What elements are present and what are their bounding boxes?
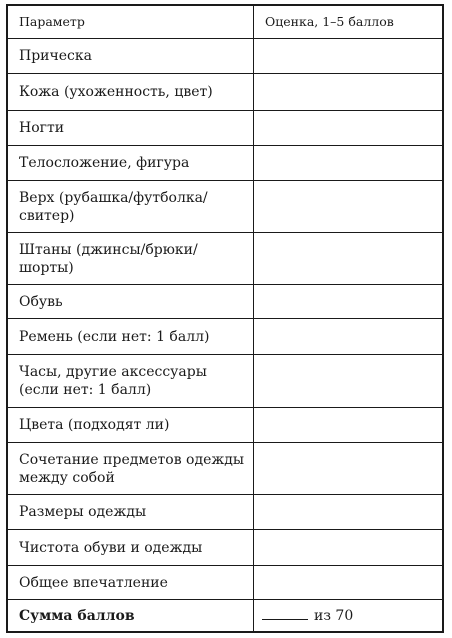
table-row [8,566,443,600]
table-row [8,111,443,146]
row-label-skin: Кожа (ухоженность, цвет) [8,74,254,111]
row-label-sizes: Размеры одежды [8,495,254,530]
score-cell-shoes[interactable] [254,285,443,319]
table-row [8,530,443,566]
header-parameter: Параметр [8,6,254,39]
table-row [8,495,443,530]
total-score-blank[interactable] [262,608,308,620]
table-row [8,233,443,285]
score-cell-belt[interactable] [254,319,443,355]
table-row [8,39,443,74]
row-label-top: Верх (рубашка/футболка/свитер) [8,181,254,233]
table-row [8,355,443,408]
table-row [8,285,443,319]
score-cell-accessories[interactable] [254,355,443,408]
row-label-shoes: Обувь [8,285,254,319]
score-cell-skin[interactable] [254,74,443,111]
total-score-suffix: из 70 [314,607,354,624]
row-label-impression: Общее впечатление [8,566,254,600]
row-label-combination: Сочетание предметов одежды между собой [8,443,254,495]
total-row [8,600,443,632]
total-label: Сумма баллов [8,600,254,632]
total-score-cell[interactable] [254,600,443,632]
row-label-cleanliness: Чистота обуви и одежды [8,530,254,566]
table-row [8,74,443,111]
score-cell-top[interactable] [254,181,443,233]
score-cell-combination[interactable] [254,443,443,495]
score-cell-nails[interactable] [254,111,443,146]
row-label-accessories: Часы, другие аксессуары (если нет: 1 балл) [8,355,254,408]
table-row [8,146,443,181]
row-label-colors: Цвета (подходят ли) [8,408,254,443]
score-cell-impression[interactable] [254,566,443,600]
row-label-pants: Штаны (джинсы/брюки/шорты) [8,233,254,285]
table-row [8,319,443,355]
score-cell-hair[interactable] [254,39,443,74]
score-cell-sizes[interactable] [254,495,443,530]
table-row [8,408,443,443]
table-row [8,181,443,233]
header-score: Оценка, 1–5 баллов [254,6,443,39]
row-label-nails: Ногти [8,111,254,146]
row-label-belt: Ремень (если нет: 1 балл) [8,319,254,355]
score-cell-physique[interactable] [254,146,443,181]
row-label-physique: Телосложение, фигура [8,146,254,181]
score-cell-colors[interactable] [254,408,443,443]
table-row [8,443,443,495]
score-cell-cleanliness[interactable] [254,530,443,566]
score-cell-pants[interactable] [254,233,443,285]
table-header-row [8,6,443,39]
evaluation-sheet [6,4,444,633]
evaluation-table [7,5,443,632]
row-label-hair: Прическа [8,39,254,74]
